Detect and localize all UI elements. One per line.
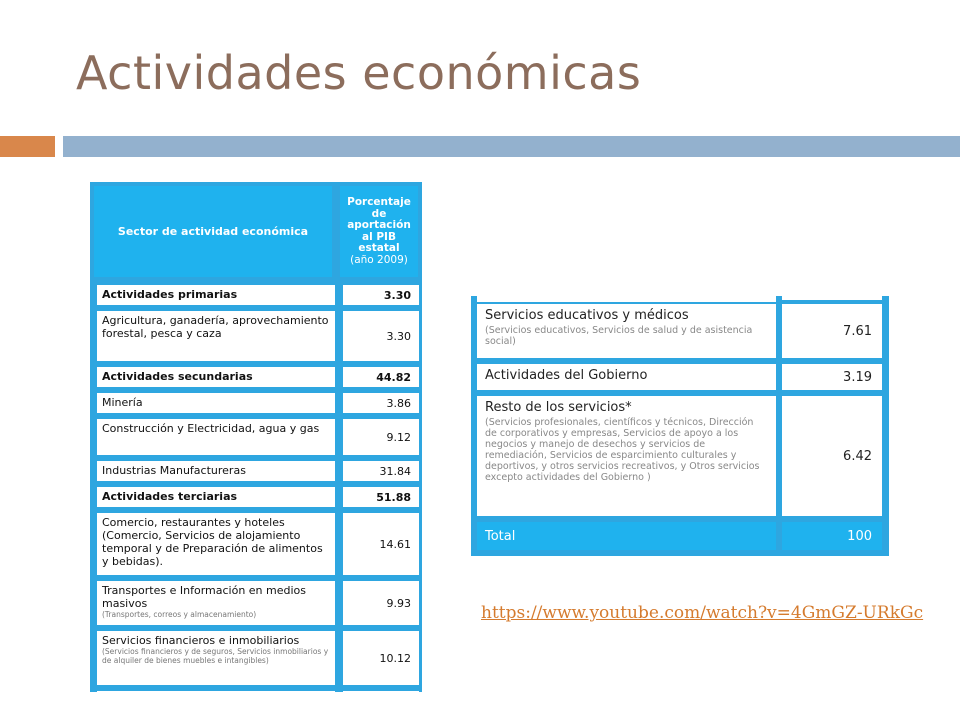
table-row: Actividades primarias 3.30 [94, 284, 418, 306]
table-row: Actividades terciarias 51.88 [94, 486, 418, 508]
table-row: Actividades secundarias 44.82 [94, 366, 418, 388]
table-row: Minería 3.86 [94, 392, 418, 414]
total-row: Total 100 [475, 522, 885, 550]
header-percentage: Porcentaje de aportación al PIB estatal (año 2009) [340, 186, 418, 277]
gdp-sector-table-right [471, 296, 889, 556]
table-row: Industrias Manufactureras 31.84 [94, 460, 418, 482]
table-row: Agricultura, ganadería, aprovechamiento forestal, pesca y caza 3.30 [94, 310, 418, 362]
table-row: Comercio, restaurantes y hoteles (Comercio, Servicios de alojamiento temporal y de Preparación de alimentos y bebidas). 14.61 [94, 512, 418, 576]
table-row: Servicios educativos y médicos (Servicios educativos, Servicios de salud y de asistencia social) 7.61 [475, 304, 885, 358]
accent-bar-blue [63, 136, 960, 157]
slide-title: Actividades económicas [76, 46, 642, 100]
table-row: Transportes e Información en medios masivos (Transportes, correos y almacenamiento) 9.93 [94, 580, 418, 626]
youtube-link[interactable]: https://www.youtube.com/watch?v=4GmGZ-URkGc [481, 603, 924, 623]
table-row: Construcción y Electricidad, agua y gas 9.12 [94, 418, 418, 456]
table-row-cut [475, 294, 885, 300]
table-row: Resto de los servicios* (Servicios profesionales, científicos y técnicos, Dirección de corporativos y empresas, Servicios de apoyo a los negocios y manejo de desechos y servicios de remediación, Servicios de esparcimiento culturales y deportivos, y otros servicios recreativos, y Otros servicios excepto actividades del Gobierno ) 6.42 [475, 396, 885, 516]
gdp-sector-table-left [90, 182, 422, 692]
table-row-cut [94, 690, 418, 692]
header-sector: Sector de actividad económica [94, 186, 332, 277]
accent-bar-orange [0, 136, 55, 157]
table-row: Actividades del Gobierno 3.19 [475, 364, 885, 390]
table-row: Servicios financieros e inmobiliarios (Servicios financieros y de seguros, Servicios inmobiliarios y de alquiler de bienes muebles e intangibles) 10.12 [94, 630, 418, 686]
